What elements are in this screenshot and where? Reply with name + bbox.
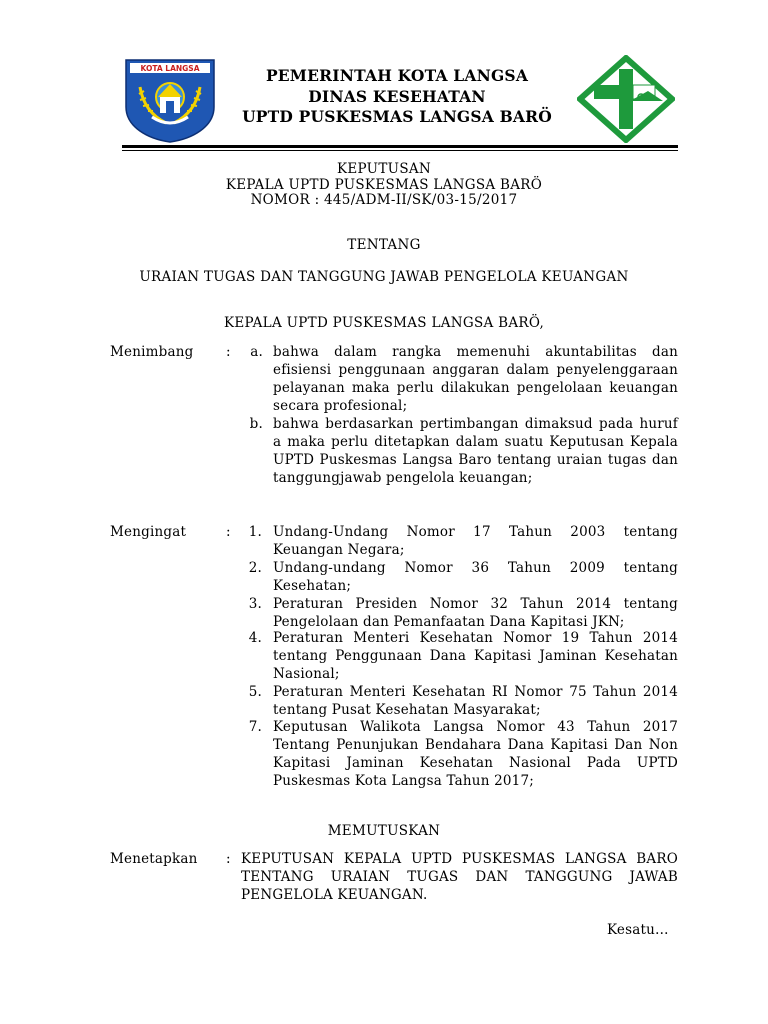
mengingat-marker-7: 7. xyxy=(248,719,262,735)
menimbang-marker-a: a. xyxy=(250,344,263,360)
puskesmas-logo-icon xyxy=(577,55,675,143)
mengingat-marker-1: 1. xyxy=(248,524,262,540)
about-label: TENTANG xyxy=(347,237,421,253)
decree-number: NOMOR : 445/ADM-II/SK/03-15/2017 xyxy=(250,192,518,208)
letterhead-text xyxy=(218,66,576,128)
letterhead-institution: UPTD PUSKESMAS LANGSA BARÖ xyxy=(242,107,552,126)
mengingat-item-5: Peraturan Menteri Kesehatan RI Nomor 75 Tahun 2014 tentang Pusat Kesehatan Masyarakat; xyxy=(273,684,678,718)
mengingat-item-2: Undang-undang Nomor 36 Tahun 2009 tentang Kesehatan; xyxy=(273,560,678,594)
mengingat-item-7: Keputusan Walikota Langsa Nomor 43 Tahun 2017 Tentang Penunjukan Bendahara Dana Kapitasi Dan Non Kapitasi Jaminan Kesehatan Nasional Pada UPTD Puskesmas Kota Langsa Tahun 2017; xyxy=(273,719,678,789)
kota-langsa-emblem-icon xyxy=(122,57,218,143)
decree-issuer: KEPALA UPTD PUSKESMAS LANGSA BARÖ xyxy=(225,176,543,193)
memutuskan-heading: MEMUTUSKAN xyxy=(327,823,441,839)
decree-subject: URAIAN TUGAS DAN TANGGUNG JAWAB PENGELOLA KEUANGAN xyxy=(139,269,629,285)
mengingat-label: Mengingat xyxy=(110,524,187,540)
continuation-marker: Kesatu… xyxy=(607,922,669,938)
mengingat-marker-2: 2. xyxy=(248,560,262,576)
letterhead-rule-thin xyxy=(122,150,678,151)
letterhead-government: PEMERINTAH KOTA LANGSA xyxy=(265,66,529,85)
mengingat-colon: : xyxy=(226,524,231,540)
menetapkan-label: Menetapkan xyxy=(110,851,198,867)
menimbang-item-a: bahwa dalam rangka memenuhi akuntabilitas dan efisiensi penggunaan anggaran dalam penyelenggaraan pelayanan maka perlu dilakukan pengelolaan keuangan secara profesional; xyxy=(273,344,678,414)
decree-heading xyxy=(0,162,768,209)
decree-title: KEPUTUSAN xyxy=(336,161,432,177)
letterhead-department: DINAS KESEHATAN xyxy=(308,86,486,106)
menetapkan-colon: : xyxy=(226,851,231,867)
signatory-line: KEPALA UPTD PUSKESMAS LANGSA BARÖ, xyxy=(223,315,545,331)
emblem-label: KOTA LANGSA xyxy=(140,64,200,73)
menimbang-item-b: bahwa berdasarkan pertimbangan dimaksud pada huruf a maka perlu ditetapkan dalam suatu Keputusan Kepala UPTD Puskesmas Langsa Baro tentang uraian tugas dan tanggungjawab pengelola keuangan; xyxy=(273,416,678,486)
mengingat-item-4: Peraturan Menteri Kesehatan Nomor 19 Tahun 2014 tentang Penggunaan Dana Kapitasi Jaminan Kesehatan Nasional; xyxy=(273,630,678,682)
mengingat-marker-5: 5. xyxy=(248,684,262,700)
letterhead-rule-thick xyxy=(122,145,678,148)
mengingat-item-3: Peraturan Presiden Nomor 32 Tahun 2014 tentang Pengelolaan dan Pemanfaatan Dana Kapitasi JKN; xyxy=(273,596,678,630)
menimbang-colon: : xyxy=(226,344,231,360)
mengingat-marker-3: 3. xyxy=(248,596,262,612)
menimbang-label: Menimbang xyxy=(110,344,194,360)
mengingat-marker-4: 4. xyxy=(248,630,262,646)
mengingat-item-1: Undang-Undang Nomor 17 Tahun 2003 tentang Keuangan Negara; xyxy=(273,524,678,558)
menimbang-marker-b: b. xyxy=(249,416,263,432)
menetapkan-text: KEPUTUSAN KEPALA UPTD PUSKESMAS LANGSA BARO TENTANG URAIAN TUGAS DAN TANGGUNG JAWAB PENGELOLA KEUANGAN. xyxy=(241,851,678,903)
